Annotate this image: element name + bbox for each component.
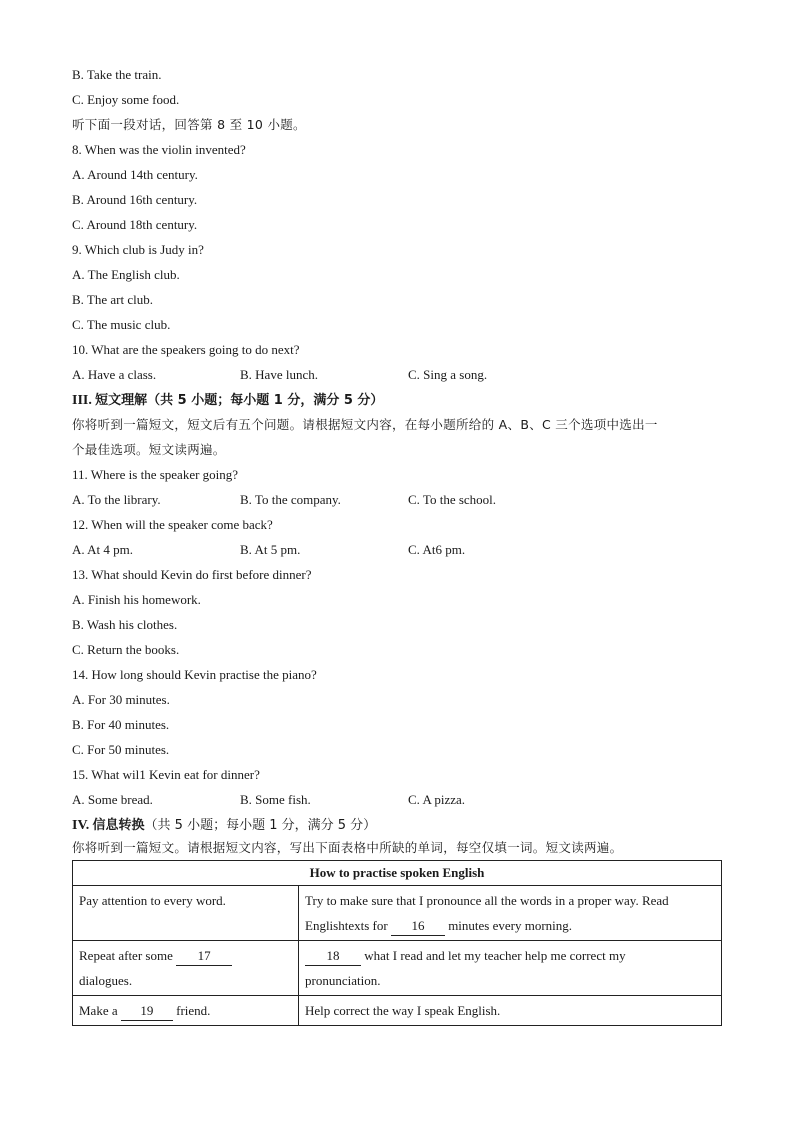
question-8: 8. When was the violin invented? (72, 142, 246, 157)
cell-text: Englishtexts for (305, 918, 391, 933)
cell-text: friend. (172, 1003, 211, 1018)
option-c: C. The music club. (72, 317, 171, 332)
question-9: 9. Which club is Judy in? (72, 242, 204, 257)
cell-text-cont: dialogues. (79, 973, 133, 988)
option-a: A. For 30 minutes. (72, 692, 170, 707)
section-number: III. (72, 393, 92, 408)
option-b: B. Wash his clothes. (72, 617, 178, 632)
cell-text: Make a (79, 1003, 121, 1018)
cell-text: what I read and let my teacher help me correct my (361, 948, 626, 963)
cell-text (79, 943, 292, 968)
question-11-options (72, 487, 722, 512)
question-15: 15. What wil1 Kevin eat for dinner? (72, 767, 260, 782)
option-c: C. Around 18th century. (72, 217, 198, 232)
option-c: C. Sing a song. (408, 367, 488, 382)
table-cell (73, 996, 299, 1026)
section-3-heading (72, 387, 722, 412)
section-note: （共 5 小题；每小题 1 分，满分 5 分） (147, 393, 384, 408)
section-4-instructions: 你将听到一篇短文。请根据短文内容，写出下面表格中所缺的单词，每空仅填一词。短文读两遍。 (72, 840, 623, 855)
blank-19[interactable]: 19 (121, 1002, 173, 1021)
option-b: B. To the company. (240, 492, 341, 507)
question-11: 11. Where is the speaker going? (72, 467, 239, 482)
option-a: A. Have a class. (72, 367, 157, 382)
question-12-options (72, 537, 722, 562)
question-13: 13. What should Kevin do first before dinner? (72, 567, 312, 582)
question-12: 12. When will the speaker come back? (72, 517, 273, 532)
blank-18[interactable]: 18 (305, 947, 361, 966)
option-c: C. At6 pm. (408, 542, 466, 557)
option-b: B. Have lunch. (240, 367, 318, 382)
option-c: C. Enjoy some food. (72, 92, 180, 107)
option-a: A. Some bread. (72, 792, 153, 807)
table-row (73, 941, 722, 996)
section-title: 信息转换 (92, 818, 145, 833)
dialog-instructions: 听下面一段对话，回答第 8 至 10 小题。 (72, 117, 306, 132)
option-a: A. Finish his homework. (72, 592, 201, 607)
question-10: 10. What are the speakers going to do next? (72, 342, 300, 357)
option-b: B. The art club. (72, 292, 153, 307)
section-3-instructions: 你将听到一篇短文，短文后有五个问题。请根据短文内容，在每小题所给的 A、B、C 三个选项中选出一 (72, 417, 658, 432)
option-a: A. The English club. (72, 267, 180, 282)
option-c: C. A pizza. (408, 792, 466, 807)
exam-page (72, 62, 722, 1026)
section-number: IV. (72, 818, 90, 833)
section-3-instructions-cont: 个最佳选项。短文读两遍。 (72, 442, 226, 457)
info-table (72, 860, 722, 1026)
table-row (73, 886, 722, 941)
option-a: A. To the library. (72, 492, 161, 507)
option-b: B. Take the train. (72, 67, 162, 82)
cell-text-cont (305, 913, 715, 938)
section-note: （共 5 小题；每小题 1 分，满分 5 分） (144, 818, 377, 833)
section-title: 短文理解 (95, 393, 148, 408)
table-header: How to practise spoken English (73, 861, 722, 886)
blank-17[interactable]: 17 (176, 947, 232, 966)
table-cell (299, 941, 722, 996)
option-b: B. Some fish. (240, 792, 311, 807)
option-b: B. For 40 minutes. (72, 717, 170, 732)
table-cell (299, 886, 722, 941)
option-a: A. At 4 pm. (72, 542, 134, 557)
option-c: C. Return the books. (72, 642, 180, 657)
option-c: C. To the school. (408, 492, 497, 507)
cell-text: Try to make sure that I pronounce all the words in a proper way. Read (305, 893, 669, 908)
section-4-heading (72, 812, 722, 837)
question-10-options (72, 362, 722, 387)
table-row (73, 996, 722, 1026)
question-15-options (72, 787, 722, 812)
blank-16[interactable]: 16 (391, 917, 445, 936)
table-cell (73, 941, 299, 996)
cell-text: minutes every morning. (444, 918, 573, 933)
option-b: B. Around 16th century. (72, 192, 198, 207)
table-cell: Help correct the way I speak English. (299, 996, 722, 1026)
cell-text: Repeat after some (79, 948, 177, 963)
option-b: B. At 5 pm. (240, 542, 301, 557)
option-c: C. For 50 minutes. (72, 742, 170, 757)
table-cell: Pay attention to every word. (73, 886, 299, 941)
question-14: 14. How long should Kevin practise the piano? (72, 667, 317, 682)
cell-text (305, 943, 715, 968)
option-a: A. Around 14th century. (72, 167, 198, 182)
cell-text-cont: pronunciation. (305, 973, 381, 988)
